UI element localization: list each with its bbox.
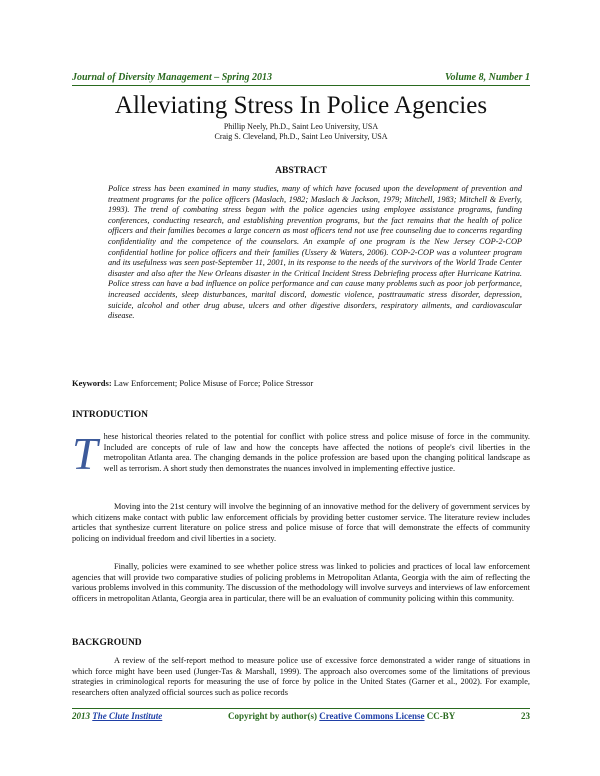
keywords [72, 378, 530, 389]
running-header [72, 72, 530, 86]
intro-paragraph-2: Moving into the 21st century will involve the beginning of an innovative method for the delivery of government services by which citizens make contact with public law enforcement officials by providing better customer service. The literature review includes articles that synthesize current literature on police stress and police misuse of force that will demonstrate the effects of community policing on individual freedom and civil liberties in a society. [72, 502, 530, 543]
publisher-link[interactable]: The Clute Institute [92, 711, 163, 721]
background-heading: BACKGROUND [72, 638, 142, 648]
keywords-text: Law Enforcement; Police Misuse of Force; Police Stressor [113, 378, 314, 388]
page-footer [72, 708, 530, 721]
abstract-text: Police stress has been examined in many studies, many of which have focused upon the development of prevention and treatment programs for the police officers (Maslach, 1982; Maslach & Jackson, 1979; Mitchell, 1983; Mitchell & Everly, 1993). The trend of combating stress began with the police agencies using employee assistance programs, funding conferences, conducting research, and establishing prevention programs, but the fact remains that the health of police officers and their families becomes a large concern as most officers tend not use free counseling due to concerns regarding confidentiality and the competence of the counselors. An example of one program is the New Jersey COP-2-COP confidential hotline for police officers and their families (Ussery & Waters, 2006). COP-2-COP was a volunteer program and its usefulness was seen post-September 11, 2001, in its response to the needs of the survivors of the World Trade Center disaster and also after the New Orleans disaster in the Critical Incident Stress Debriefing process after Hurricane Katrina. Police stress can have a bad influence on police performance and can cause many problems such as poor job performance, increased accidents, sleep disturbances, marital discord, domestic violence, posttraumatic stress disorder, depression, suicide, alcohol and other drug abuse, ulcers and other digestive disorders, respiratory ailments, and cardiovascular disease. [108, 184, 522, 321]
intro-paragraph-1-text: hese historical theories related to the potential for conflict with police stress and police misuse of force in the community. Included are concepts of rule of law and how the concepts have affected the notions of people's civil liberties in the metropolitan Atlanta area. The changing demands in the police profession are based upon the changing political landscape as well as terrorism. A short study then demonstrates the nuances involved in implementing effective justice. [103, 432, 530, 473]
abstract-heading: ABSTRACT [275, 166, 327, 176]
intro-paragraph-3: Finally, policies were examined to see whether police stress was linked to policies and practices of local law enforcement agencies that will provide two comparative studies of policing problems in Metropolitan Atlanta, Georgia with the aim of reflecting the various problems involved in this community. The discussion of the methodology will involve surveys and interviews of law enforcement officers in metropolitan Atlanta, Georgia area in particular, there will be an evaluation of community policing within this community. [72, 562, 530, 603]
author-2: Craig S. Cleveland, Ph.D., Saint Leo University, USA [214, 132, 388, 141]
footer-year: 2013 [72, 711, 90, 721]
copyright-text: Copyright by author(s) [227, 711, 317, 721]
introduction-heading: INTRODUCTION [72, 410, 149, 420]
drop-cap: T [72, 428, 98, 479]
journal-name: Journal of Diversity Management – Spring 2013 [72, 72, 273, 83]
paper-title: Alleviating Stress In Police Agencies [114, 92, 488, 119]
license-link[interactable]: Creative Commons License [319, 711, 425, 721]
volume-number: Volume 8, Number 1 [444, 72, 530, 83]
license-suffix: CC-BY [426, 711, 456, 721]
intro-paragraph-1 [72, 428, 530, 479]
author-block [72, 122, 530, 142]
footer-publisher [72, 711, 162, 721]
background-paragraph-1: A review of the self-report method to measure police use of excessive force demonstrated a wider range of situations in which force might have been used (Junger-Tas & Marshall, 1999). The approach also overcomes some of the limitations of previous strategies in criminological reports for measuring the use of force by police in the United States (Garner et al., 2002). For example, researchers often analyzed official sources such as police records [72, 656, 530, 697]
page-number: 23 [520, 711, 530, 721]
keywords-label: Keywords: [72, 378, 112, 388]
author-1: Phillip Neely, Ph.D., Saint Leo University, USA [223, 122, 379, 131]
footer-copyright [228, 711, 455, 721]
